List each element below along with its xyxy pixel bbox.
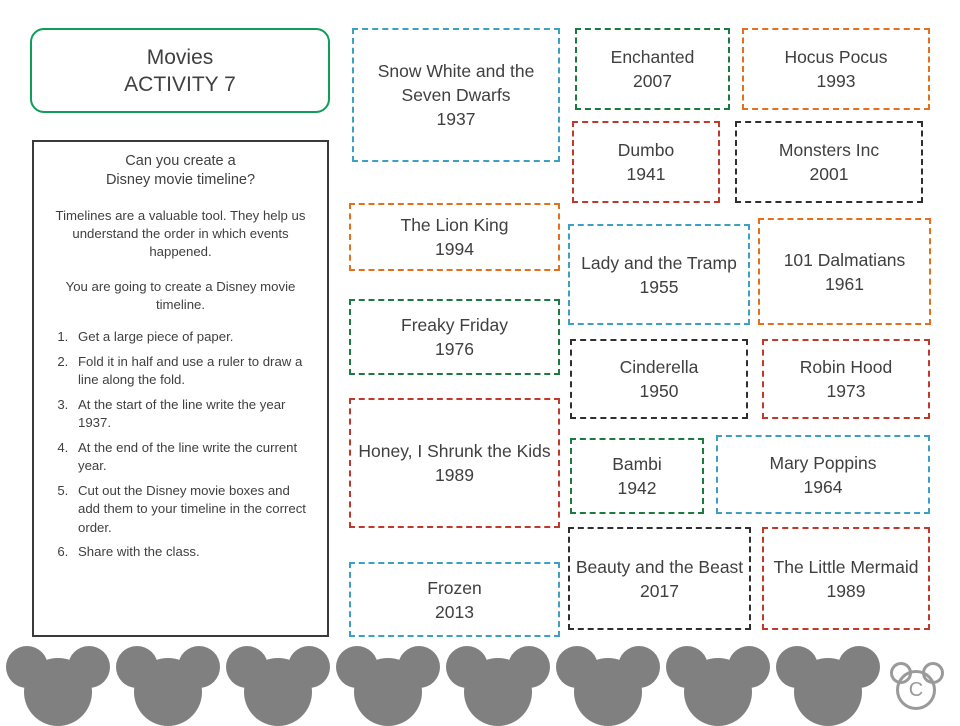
page-title: Movies bbox=[146, 45, 214, 69]
movie-card[interactable] bbox=[349, 299, 560, 375]
instructions-question-line2: Disney movie timeline? bbox=[105, 172, 256, 188]
movie-year: 1989 bbox=[826, 580, 866, 601]
movie-card[interactable] bbox=[349, 562, 560, 637]
movie-year: 1993 bbox=[816, 71, 856, 91]
movie-card[interactable] bbox=[735, 121, 923, 203]
mickey-icon bbox=[6, 648, 110, 726]
movie-card[interactable] bbox=[762, 339, 930, 419]
activity-number: ACTIVITY 7 bbox=[124, 72, 236, 96]
movie-title: Freaky Friday bbox=[401, 315, 508, 335]
movie-title: Hocus Pocus bbox=[784, 47, 888, 67]
mickey-icon bbox=[666, 648, 770, 726]
mickey-icon bbox=[446, 648, 550, 726]
copyright-letter: C bbox=[908, 678, 924, 701]
movie-card[interactable] bbox=[762, 527, 930, 630]
movie-title: The Lion King bbox=[400, 215, 509, 235]
movie-title: Frozen bbox=[427, 577, 482, 598]
mickey-head-icon bbox=[574, 658, 642, 726]
spacer bbox=[46, 261, 315, 278]
movie-year: 1961 bbox=[825, 273, 864, 294]
movie-title: Snow White and the Seven Dwarfs bbox=[377, 61, 535, 105]
movie-title: Lady and the Tramp bbox=[581, 252, 737, 273]
list-item: 4. At the end of the line write the current year. bbox=[72, 439, 315, 476]
movie-title: Bambi bbox=[612, 454, 662, 474]
movie-year: 1942 bbox=[617, 478, 657, 498]
movie-year: 2001 bbox=[809, 164, 849, 184]
mickey-icon bbox=[776, 648, 880, 726]
instructions-paragraph-2: You are going to create a Disney movie timeline. bbox=[65, 279, 296, 312]
movie-year: 1964 bbox=[803, 476, 843, 497]
mickey-silhouette-row bbox=[0, 642, 960, 720]
mickey-head-icon bbox=[24, 658, 92, 726]
mickey-icon bbox=[556, 648, 660, 726]
movie-title: Robin Hood bbox=[799, 357, 893, 377]
movie-title: 101 Dalmatians bbox=[783, 249, 906, 270]
mickey-icon bbox=[336, 648, 440, 726]
movie-title: The Little Mermaid bbox=[773, 556, 919, 577]
movie-year: 2013 bbox=[435, 601, 474, 622]
instructions-question-line1: Can you create a bbox=[125, 153, 236, 169]
list-item: 5. Cut out the Disney movie boxes and add them to your timeline in the correct order. bbox=[72, 482, 315, 538]
mickey-head-icon bbox=[794, 658, 862, 726]
movie-card[interactable] bbox=[758, 218, 931, 325]
movie-year: 2017 bbox=[640, 580, 679, 601]
movie-year: 1950 bbox=[639, 381, 679, 401]
movie-title: Enchanted bbox=[610, 47, 695, 67]
movie-title: Monsters Inc bbox=[778, 140, 880, 160]
movie-year: 1976 bbox=[435, 339, 474, 359]
movie-card[interactable] bbox=[568, 224, 750, 325]
movie-card[interactable] bbox=[570, 339, 748, 419]
mickey-head-icon bbox=[684, 658, 752, 726]
movie-title: Mary Poppins bbox=[769, 452, 877, 473]
movie-year: 1994 bbox=[435, 239, 474, 259]
mickey-head-icon bbox=[134, 658, 202, 726]
movie-card[interactable] bbox=[568, 527, 751, 630]
movie-year: 1973 bbox=[826, 381, 866, 401]
movie-card[interactable] bbox=[575, 28, 730, 110]
movie-year: 1989 bbox=[435, 465, 474, 485]
activity-title-box bbox=[30, 28, 330, 113]
movie-year: 1941 bbox=[626, 164, 666, 184]
movie-title: Beauty and the Beast bbox=[575, 556, 744, 577]
movie-card[interactable] bbox=[349, 398, 560, 528]
movie-year: 1955 bbox=[639, 276, 679, 297]
instructions-box bbox=[32, 140, 329, 637]
mickey-head-icon bbox=[464, 658, 532, 726]
copyright-mickey-icon bbox=[890, 658, 944, 712]
list-item: 1. Get a large piece of paper. bbox=[72, 328, 315, 347]
spacer bbox=[46, 190, 315, 207]
mickey-head-icon bbox=[244, 658, 312, 726]
movie-card[interactable] bbox=[352, 28, 560, 162]
movie-year: 1937 bbox=[436, 109, 476, 129]
list-item: 2. Fold it in half and use a ruler to draw a line along the fold. bbox=[72, 353, 315, 390]
movie-card[interactable] bbox=[572, 121, 720, 203]
mickey-icon bbox=[226, 648, 330, 726]
movie-title: Dumbo bbox=[617, 140, 675, 160]
movie-year: 2007 bbox=[633, 71, 672, 91]
movie-title: Cinderella bbox=[619, 357, 699, 377]
instructions-paragraph-1: Timelines are a valuable tool. They help us understand the order in which events happened. bbox=[55, 208, 306, 259]
list-item: 6. Share with the class. bbox=[72, 543, 315, 562]
instructions-steps-list bbox=[46, 328, 315, 562]
movie-card[interactable] bbox=[716, 435, 930, 514]
mickey-head-icon bbox=[354, 658, 422, 726]
list-item: 3. At the start of the line write the year 1937. bbox=[72, 396, 315, 433]
mickey-icon bbox=[116, 648, 220, 726]
movie-card[interactable] bbox=[742, 28, 930, 110]
movie-card[interactable] bbox=[349, 203, 560, 271]
movie-card[interactable] bbox=[570, 438, 704, 514]
movie-title: Honey, I Shrunk the Kids bbox=[358, 441, 551, 461]
